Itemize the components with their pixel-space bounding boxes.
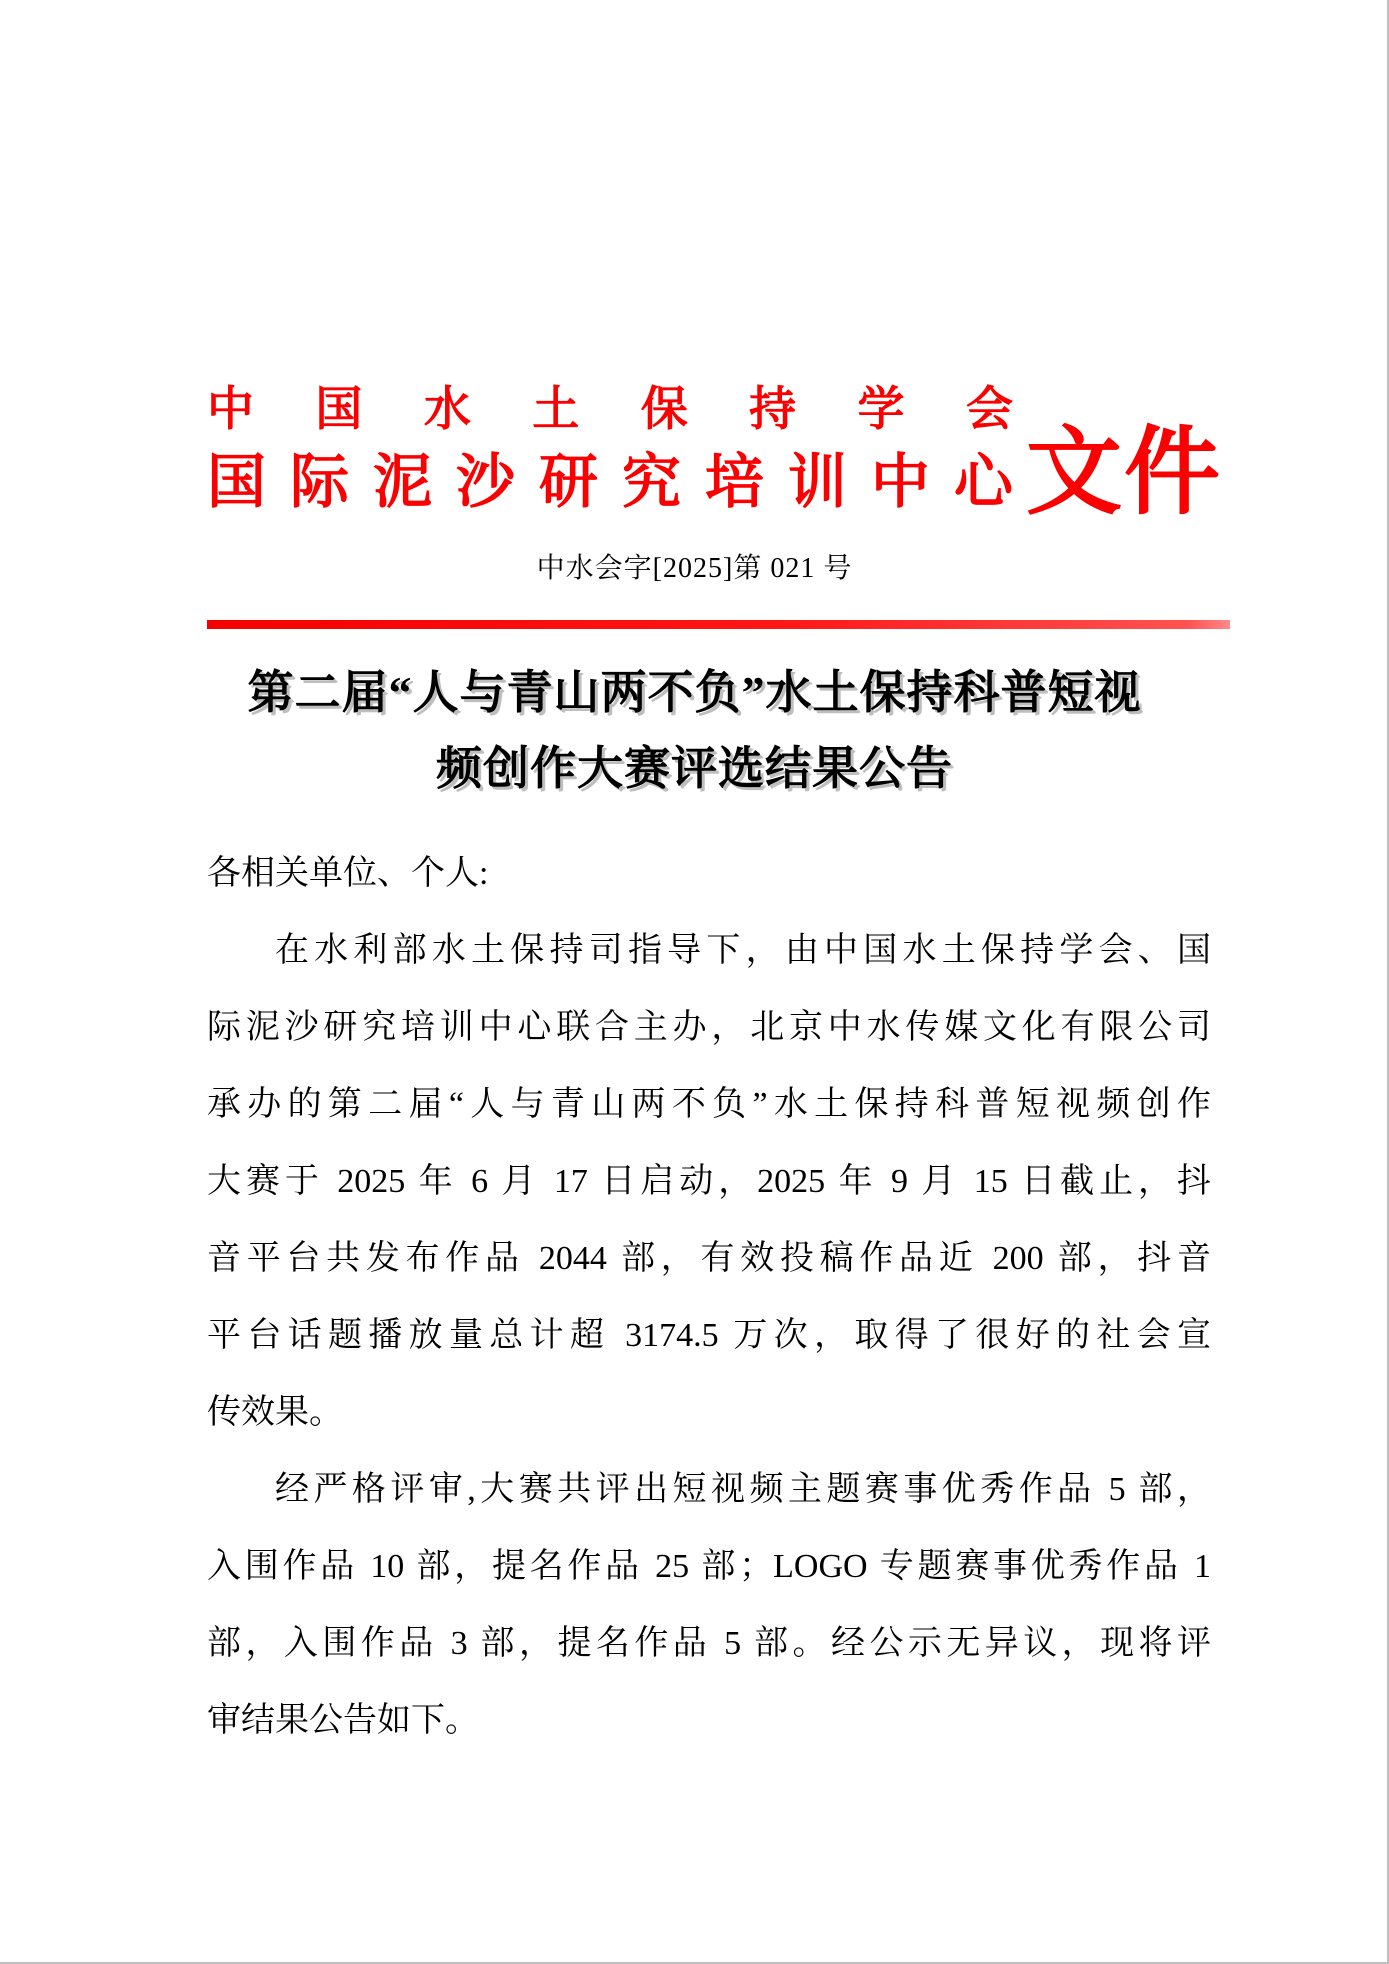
letterhead <box>207 384 1222 526</box>
document-title-line1: 第二届“人与青山两不负”水土保持科普短视 <box>247 667 1142 718</box>
body-line: 际泥沙研究培训中心联合主办，北京中水传媒文化有限公司 <box>207 1009 1211 1046</box>
body-line: 经严格评审,大赛共评出短视频主题赛事优秀作品 5 部， <box>275 1471 1211 1508</box>
org-name-char: 际 <box>289 449 349 515</box>
org-name-char: 国 <box>315 384 363 436</box>
body-line: 在水利部水土保持司指导下，由中国水土保持学会、国 <box>275 932 1211 969</box>
org-name-char: 水 <box>423 384 471 436</box>
document-title <box>0 655 1389 807</box>
org-name-char: 学 <box>857 384 905 436</box>
org-name-char: 心 <box>953 449 1013 515</box>
body-line: 音平台共发布作品 2044 部，有效投稿作品近 200 部，抖音 <box>207 1240 1211 1277</box>
body-line: 部，入围作品 3 部，提名作品 5 部。经公示无异议，现将评 <box>207 1625 1211 1662</box>
body-line: 审结果公告如下。 <box>207 1702 479 1739</box>
salutation: 各相关单位、个人: <box>207 855 489 892</box>
document-number: 中水会字[2025]第 021 号 <box>536 553 853 584</box>
org-name-line2 <box>207 450 1013 514</box>
org-name-char: 国 <box>207 449 267 515</box>
org-name-char: 泥 <box>372 449 432 515</box>
red-separator-rule <box>207 620 1230 629</box>
org-name-char: 土 <box>532 384 580 436</box>
org-name-char: 究 <box>621 449 681 515</box>
org-name-line1 <box>207 385 1013 435</box>
org-name-char: 会 <box>965 384 1013 436</box>
body-line: 入围作品 10 部，提名作品 25 部；LOGO 专题赛事优秀作品 1 <box>207 1548 1211 1585</box>
body-line: 大赛于 2025 年 6 月 17 日启动，2025 年 9 月 15 日截止，抖 <box>207 1163 1211 1200</box>
org-name-char: 中 <box>207 384 254 436</box>
org-name-char: 训 <box>787 449 847 515</box>
document-type-label: 文件 <box>1026 419 1222 526</box>
body-line: 承办的第二届“人与青山两不负”水土保持科普短视频创作 <box>207 1086 1211 1123</box>
org-name-char: 培 <box>704 449 764 515</box>
org-name-char: 沙 <box>455 449 515 515</box>
body-line: 平台话题播放量总计超 3174.5 万次，取得了很好的社会宣 <box>207 1317 1211 1354</box>
org-name-char: 持 <box>749 384 797 436</box>
org-name-char: 研 <box>538 449 598 515</box>
document-body <box>207 835 1211 1759</box>
body-paragraph-lines <box>207 912 1211 1759</box>
issuing-organizations <box>207 385 1013 514</box>
org-name-char: 中 <box>870 449 930 515</box>
body-line: 传效果。 <box>207 1394 343 1431</box>
document-title-line2: 频创作大赛评选结果公告 <box>436 743 953 794</box>
org-name-char: 保 <box>640 384 688 436</box>
